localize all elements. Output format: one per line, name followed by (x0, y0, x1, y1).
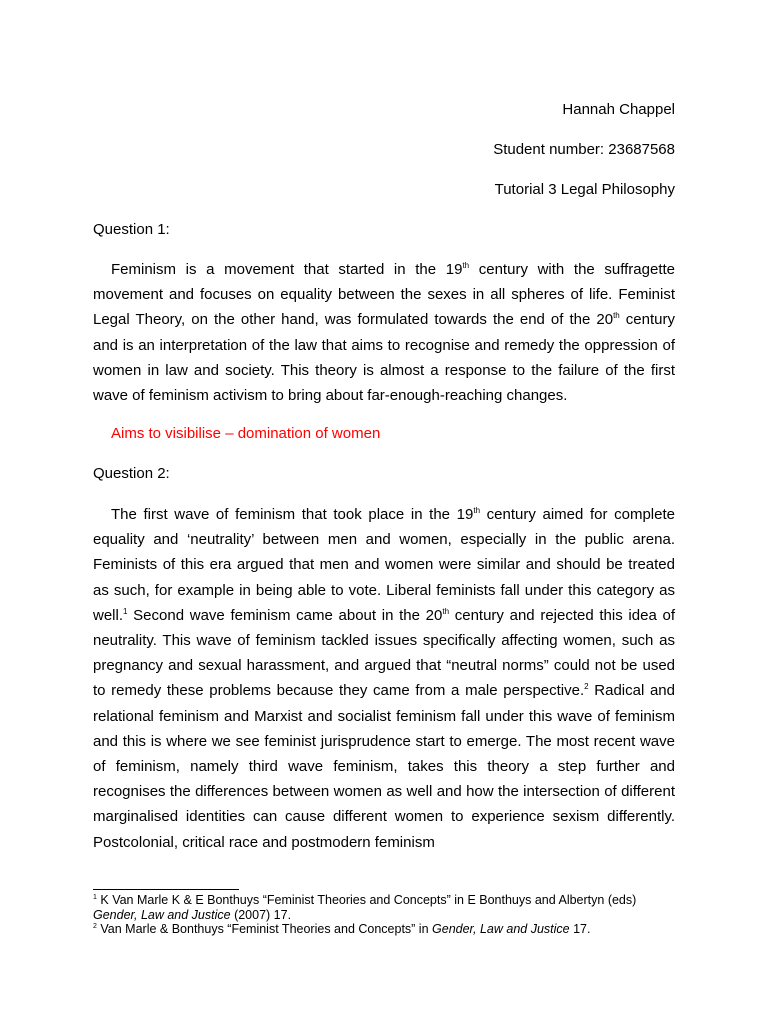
footnote-1: $^1$ K Van Marle K & E Bonthuys “Feminist Theories and Concepts” in E Bonthuys and Albertyn (eds) Gender, Law and Justice (2007) 17. (93, 893, 637, 922)
question-1-paragraph: Feminism is a movement that started in the 19th century with the suffragette movement and focuses on equality between the sexes in all spheres of life. Feminist Legal Theory, on the other hand, was formulated towards the end of the 20th century and is an interpretation of the law that aims to recognise and remedy the oppression of women in law and society. This theory is almost a response to the failure of the first wave of feminism activism to bring about far-enough-reaching changes. (93, 261, 675, 405)
question-2-paragraph: The first wave of feminism that took place in the 19th century aimed for complete equality and ‘neutrality’ between men and women, especially in the public arena. Feminists of this era argued that men and women were similar and should be treated as such, for example in being able to vote. Liberal feminists fall under this category as well.$^1$ Second wave feminism came about in the 20th century and rejected this idea of neutrality. This wave of feminism tackled issues specifically affecting women, such as pregnancy and sexual harassment, and argued that “neutral norms” could not be used to remedy these problems because they came from a male perspective.$^2$ Radical and relational feminism and Marxist and socialist feminism fall under this wave of feminism and this is where we see feminist jurisprudence start to emerge. The most recent wave of feminism, namely third wave feminism, takes this theory a step further and recognises the differences between women as well and how the intersection of different marginalised identities can cause different women to experience sexism differently. Postcolonial, critical race and postmodern feminism (93, 506, 675, 851)
footnote-ref-2[interactable]: 2 (584, 682, 589, 692)
course-title: Tutorial 3 Legal Philosophy (494, 181, 675, 198)
footnote-2: $^2$ Van Marle & Bonthuys “Feminist Theories and Concepts” in Gender, Law and Justice 17. (93, 922, 591, 936)
annotation-note: Aims to visibilise – domination of women (111, 425, 381, 442)
author-name: Hannah Chappel (562, 101, 675, 118)
footnote-separator (93, 889, 239, 890)
footnote-ref-1[interactable]: 1 (123, 606, 128, 616)
question-1-heading: Question 1: (93, 221, 170, 238)
student-number: Student number: 23687568 (493, 141, 675, 158)
question-2-heading: Question 2: (93, 465, 170, 482)
